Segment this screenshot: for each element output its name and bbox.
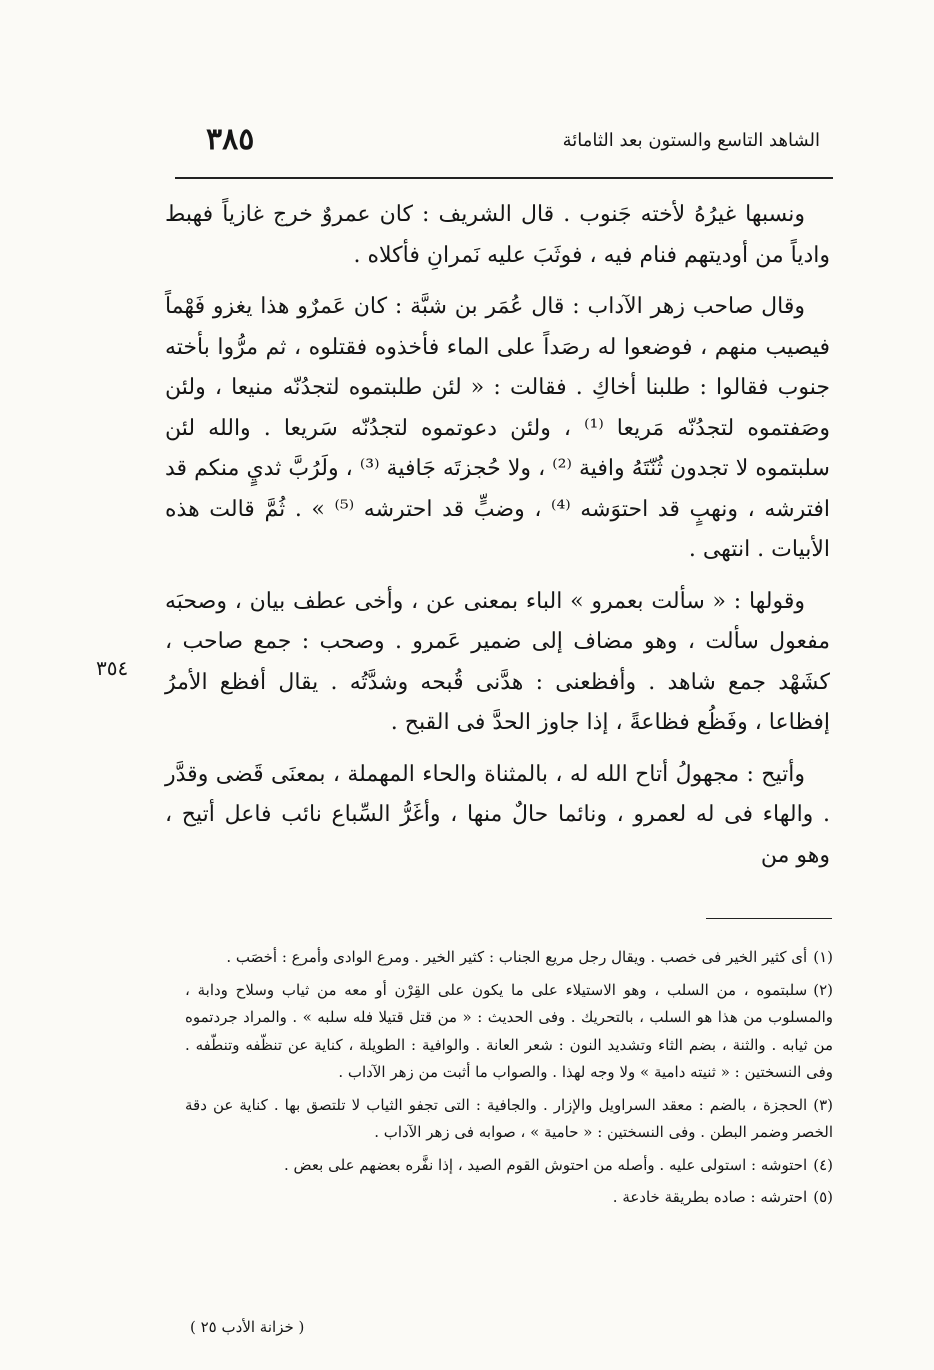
volume-signature: ( خزانة الأدب ٢٥ ) xyxy=(190,1318,305,1336)
footnote-number: (٤) xyxy=(813,1155,833,1174)
footnote xyxy=(185,1092,833,1147)
footnote-text: سلبتموه ، من السلب ، وهو الاستيلاء على ما يكون على القِرْن أو معه من ثياب وسلاح ودابة ، والمسلوب من هذا هو السلب ، بالتحريك . وفى الحديث : « من قتل قتيلا فله سلبه » . والمراد جردتموه من ثيابه . والثنة ، بضم الثاء وتشديد النون : شعر العانة . والوافية : الطويلة ، كناية عن تنظّفه وتنطّفه . وفى النسختين : « ثنيته دامية » ولا وجه لهذا . والصواب ما أثبت من زهر الآداب . xyxy=(185,980,833,1081)
footnote-divider xyxy=(706,918,832,919)
footnote-number: (٣) xyxy=(813,1095,833,1114)
page-number: ٣٨٥ xyxy=(206,122,255,157)
footnote xyxy=(185,1152,833,1180)
header-divider xyxy=(175,177,833,179)
page-header xyxy=(160,122,820,162)
paragraph: وأتيح : مجهولُ أتاح الله له ، بالمثناة والحاء المهملة ، بمعنَى قَضى وقدَّر . والهاء فى له لعمرو ، ونائما حالٌ منها ، وأغَرُّ السِّباع نائب فاعل أتيح ، وهو من xyxy=(165,761,830,868)
footnote-text: أى كثير الخير فى خصب . ويقال رجل مريع الجناب : كثير الخير . ومرع الوادى وأمرع : أخصَب . xyxy=(226,948,808,966)
footnote xyxy=(185,1184,833,1212)
footnote-text: احترشه : صاده بطريقة خادعة . xyxy=(612,1188,808,1206)
paragraph: ونسبها غيرُهُ لأخته جَنوب . قال الشريف : كان عمروٌ خرج غازياً فهبط وادياً من أوديتهم فنام فيه ، فوثَبَ عليه نَمرانِ فأكلاه . xyxy=(165,202,830,268)
margin-reference-number: ٣٥٤ xyxy=(96,656,129,680)
footnote xyxy=(185,944,833,972)
footnote-number: (٢) xyxy=(813,980,833,999)
footnotes xyxy=(185,944,833,1217)
paragraph: وقال صاحب زهر الآداب : قال عُمَر بن شبَّة : كان عَمرٌو هذا يغزو فَهْماً فيصيب منهم ، فوضعوا له رصَداً على الماء فأخذوه فقتلوه ، ثم مرُّوا بأخته جنوب فقالوا : طلبنا أخاكِ . فقالت : « لئن طلبتموه لتجدُنّه منيعا ، ولئن وصَفتموه لتجدُنّه مَريعا ⁽¹⁾ ، ولئن دعوتموه لتجدُنّه سَريعا . والله لئن سلبتموه لا تجدون ثُنّتَهُ وافية ⁽²⁾ ، ولا حُجزتَه جَافية ⁽³⁾ ، ولَرُبَّ ثديٍ منكم قد افترشه ، ونهبٍ قد احتوَشه ⁽⁴⁾ ، وضبٍّ قد احترشه ⁽⁵⁾ » . ثُمَّ قالت هذه الأبيات . انتهى . xyxy=(165,294,831,562)
footnote-text: الحجزة ، بالضم : معقد السراويل والإزار . والجافية : التى تجفو الثياب لا تلتصق بها . كناية عن دقة الخصر وضمر البطن . وفى النسختين : « حامية » ، صوابه فى زهر الآداب . xyxy=(185,1095,833,1141)
body-text xyxy=(165,195,830,887)
running-title: الشاهد التاسع والستون بعد الثامائة xyxy=(562,130,820,151)
footnote xyxy=(185,977,833,1087)
footnote-number: (١) xyxy=(813,948,833,966)
paragraph: وقولها : « سألت بعمرو » الباء بمعنى عن ، وأخى عطف بيان ، وصحبَه مفعول سألت ، وهو مضاف إلى ضمير عَمرو . وصحب : جمع صاحب ، كشَهْد جمع شاهد . وأفظعنى : هدَّنى قُبحه وشدَّتُه . يقال أفظع الأمرُ إفظاعا ، وفَظُع فظاعةً ، إذا جاوز الحدَّ فى القبح . xyxy=(165,588,830,735)
footnote-text: احتوشه : استولى عليه . وأصله من احتوش القوم الصيد ، إذا نفَّره بعضهم على بعض . xyxy=(284,1155,808,1174)
footnote-number: (٥) xyxy=(813,1188,833,1206)
